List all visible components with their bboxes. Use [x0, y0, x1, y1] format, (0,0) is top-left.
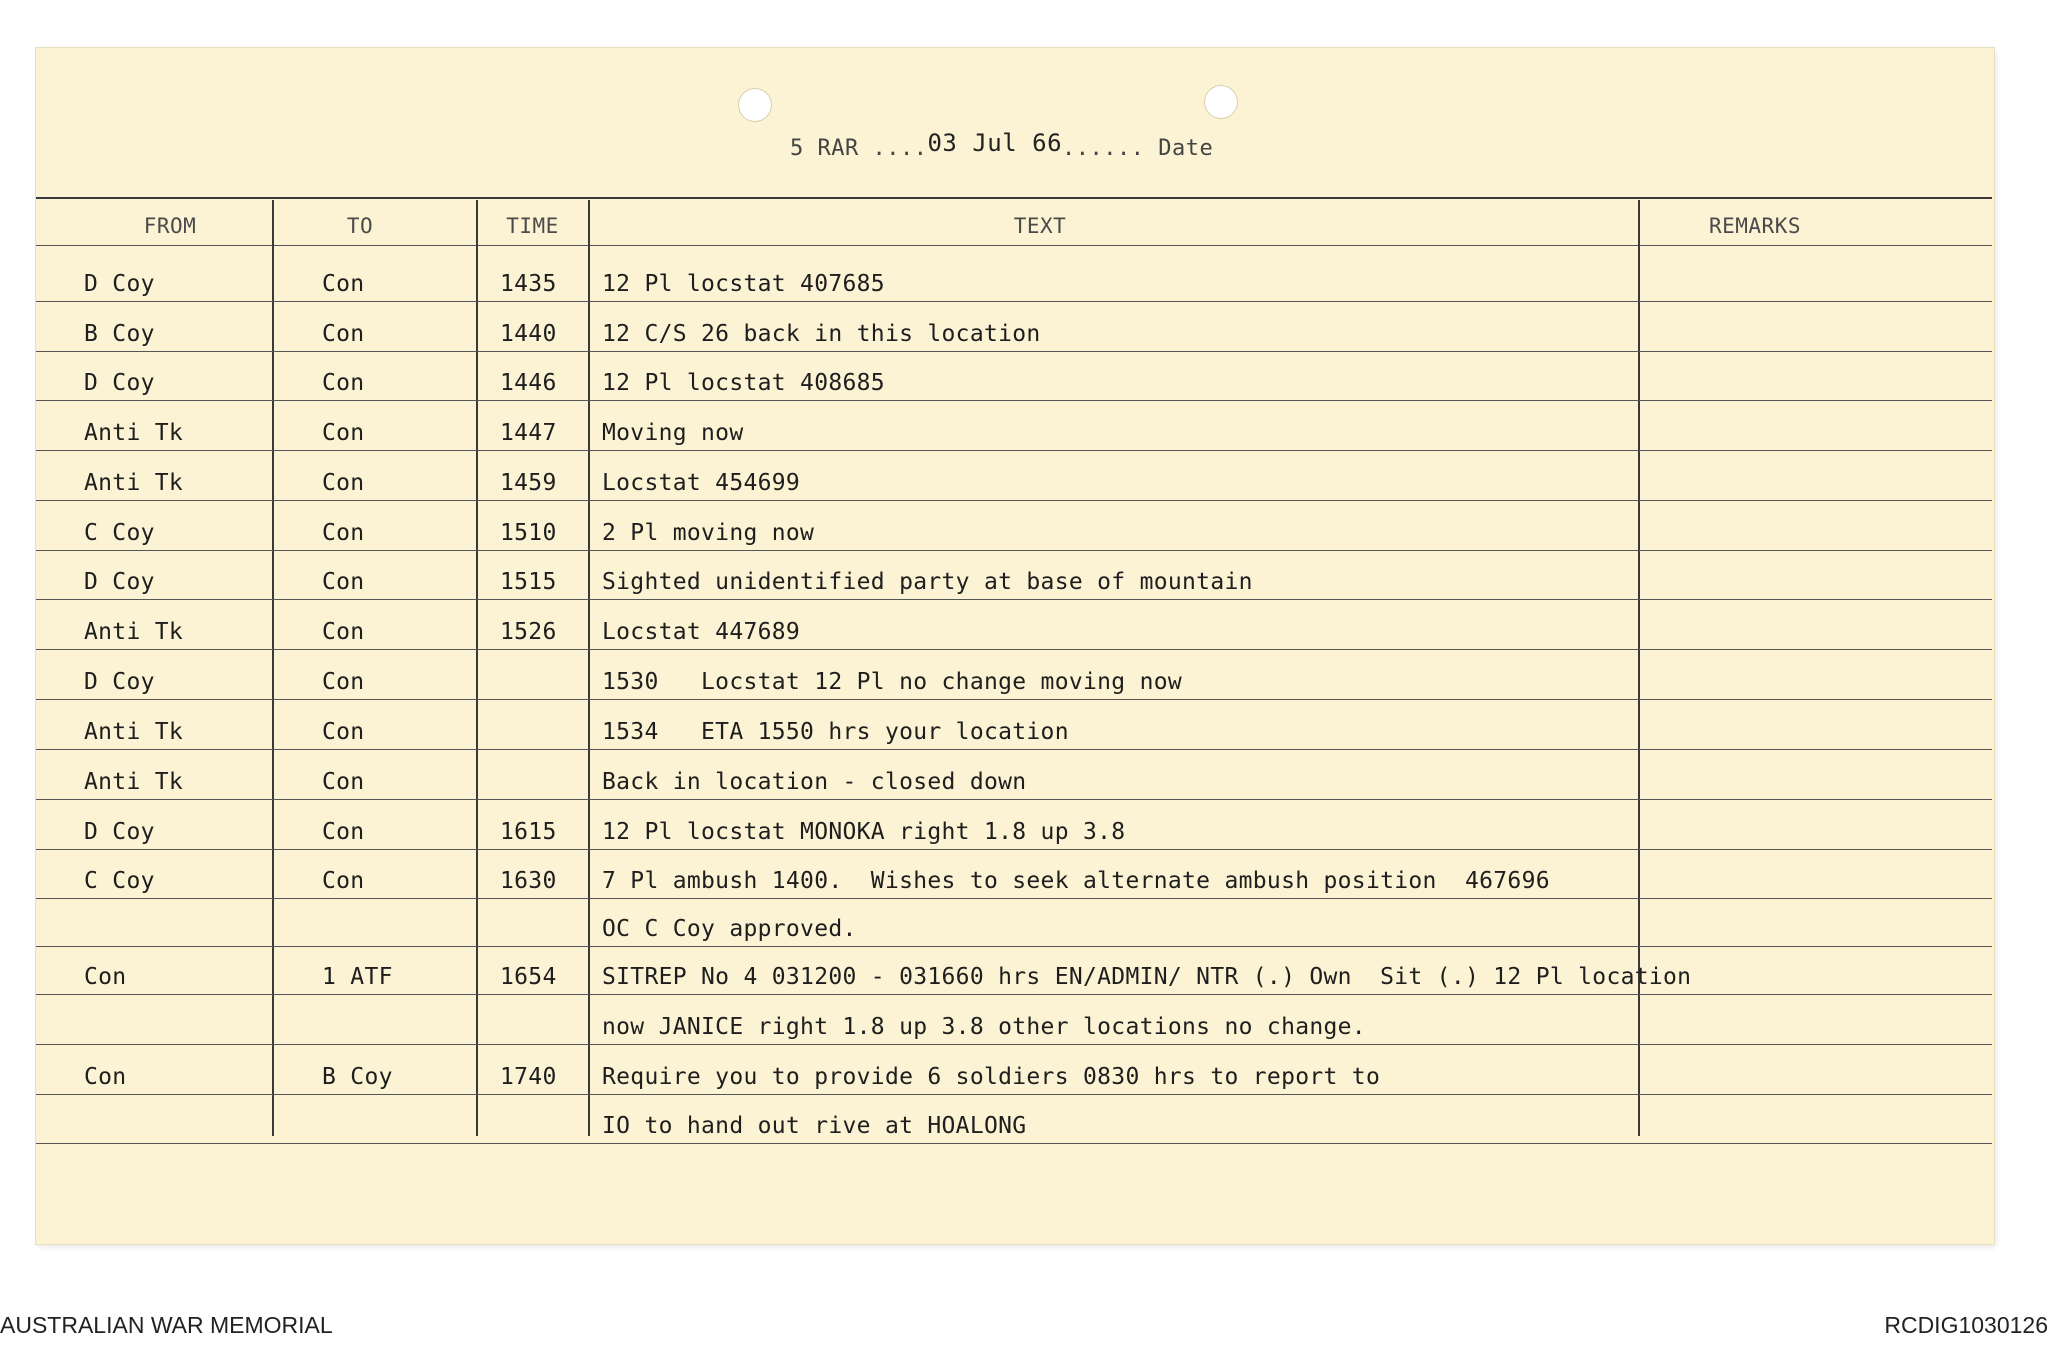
row-from-cell: Con — [84, 1064, 127, 1090]
row-time-cell: 1615 — [500, 819, 557, 845]
row-text-cell: Locstat 454699 — [602, 470, 801, 496]
row-to-cell: Con — [322, 370, 365, 396]
column-header-from: FROM — [143, 214, 197, 238]
row-to-cell: Con — [322, 669, 365, 695]
row-rule — [36, 799, 1992, 800]
column-divider — [588, 200, 590, 1136]
row-to-cell: Con — [322, 819, 365, 845]
header-rule — [36, 245, 1992, 246]
column-header-time: TIME — [506, 214, 559, 238]
row-from-cell: D Coy — [84, 569, 155, 595]
row-time-cell: 1440 — [500, 321, 557, 347]
row-rule — [36, 500, 1992, 501]
punch-hole — [738, 88, 772, 122]
row-to-cell: Con — [322, 321, 365, 347]
row-time-cell: 1447 — [500, 420, 557, 446]
row-rule — [36, 1094, 1992, 1095]
column-header-text: TEXT — [1013, 214, 1067, 238]
row-text-cell: 1530 Locstat 12 Pl no change moving now — [602, 669, 1183, 695]
row-time-cell: 1740 — [500, 1064, 557, 1090]
row-text-cell: now JANICE right 1.8 up 3.8 other locations no change. — [602, 1014, 1366, 1040]
row-to-cell: Con — [322, 569, 365, 595]
row-from-cell: Anti Tk — [84, 769, 184, 795]
row-time-cell: 1446 — [500, 370, 557, 396]
row-time-cell: 1515 — [500, 569, 557, 595]
row-rule — [36, 599, 1992, 600]
row-text-cell: Locstat 447689 — [602, 619, 801, 645]
row-from-cell: D Coy — [84, 819, 155, 845]
row-from-cell: B Coy — [84, 321, 155, 347]
column-divider — [476, 200, 478, 1136]
row-from-cell: Anti Tk — [84, 619, 184, 645]
dots: ...... — [1062, 136, 1145, 161]
row-from-cell: D Coy — [84, 271, 155, 297]
column-header-remarks: REMARKS — [1708, 214, 1801, 238]
row-text-cell: Back in location - closed down — [602, 769, 1027, 795]
row-text-cell: Moving now — [602, 420, 744, 446]
row-text-cell: IO to hand out rive at HOALONG — [602, 1113, 1027, 1139]
row-to-cell: Con — [322, 719, 365, 745]
row-time-cell: 1526 — [500, 619, 557, 645]
row-time-cell: 1654 — [500, 964, 557, 990]
row-rule — [36, 649, 1992, 650]
row-time-cell: 1510 — [500, 520, 557, 546]
row-text-cell: 7 Pl ambush 1400. Wishes to seek alternate ambush position 467696 — [602, 868, 1550, 894]
row-time-cell: 1630 — [500, 868, 557, 894]
row-text-cell: OC C Coy approved. — [602, 916, 857, 942]
row-from-cell: Anti Tk — [84, 719, 184, 745]
row-from-cell: C Coy — [84, 868, 155, 894]
row-from-cell: Con — [84, 964, 127, 990]
row-rule — [36, 550, 1992, 551]
row-rule — [36, 749, 1992, 750]
row-to-cell: B Coy — [322, 1064, 393, 1090]
column-divider — [272, 200, 274, 1136]
log-date: 03 Jul 66 — [927, 129, 1063, 157]
archive-credit: AUSTRALIAN WAR MEMORIAL — [0, 1312, 333, 1338]
row-text-cell: 1534 ETA 1550 hrs your location — [602, 719, 1069, 745]
unit-label: 5 RAR — [790, 136, 859, 161]
row-text-cell: 12 Pl locstat 408685 — [602, 370, 885, 396]
row-to-cell: Con — [322, 769, 365, 795]
row-rule — [36, 898, 1992, 899]
table-top-rule — [36, 197, 1992, 199]
row-to-cell: Con — [322, 420, 365, 446]
row-rule — [36, 699, 1992, 700]
row-to-cell: Con — [322, 470, 365, 496]
row-rule — [36, 1044, 1992, 1045]
row-rule — [36, 946, 1992, 947]
date-label: Date — [1158, 136, 1214, 161]
row-to-cell: Con — [322, 520, 365, 546]
row-text-cell: SITREP No 4 031200 - 031660 hrs EN/ADMIN/ NTR (.) Own Sit (.) 12 Pl location — [602, 964, 1692, 990]
row-to-cell: Con — [322, 868, 365, 894]
row-text-cell: 12 Pl locstat MONOKA right 1.8 up 3.8 — [602, 819, 1126, 845]
row-text-cell: 2 Pl moving now — [602, 520, 815, 546]
row-time-cell: 1459 — [500, 470, 557, 496]
row-rule — [36, 301, 1992, 302]
row-rule — [36, 400, 1992, 401]
row-to-cell: 1 ATF — [322, 964, 393, 990]
log-header — [790, 129, 1214, 161]
column-divider — [1638, 200, 1640, 1136]
row-rule — [36, 1143, 1992, 1144]
row-text-cell: 12 C/S 26 back in this location — [602, 321, 1041, 347]
row-to-cell: Con — [322, 271, 365, 297]
row-rule — [36, 450, 1992, 451]
row-from-cell: Anti Tk — [84, 420, 184, 446]
row-from-cell: C Coy — [84, 520, 155, 546]
punch-hole — [1204, 85, 1238, 119]
dots: .... — [872, 136, 928, 161]
row-rule — [36, 994, 1992, 995]
record-id: RCDIG1030126 — [1884, 1312, 2048, 1338]
row-from-cell: D Coy — [84, 669, 155, 695]
row-text-cell: 12 Pl locstat 407685 — [602, 271, 885, 297]
row-from-cell: Anti Tk — [84, 470, 184, 496]
row-to-cell: Con — [322, 619, 365, 645]
row-rule — [36, 351, 1992, 352]
row-time-cell: 1435 — [500, 271, 557, 297]
column-header-to: TO — [346, 214, 374, 238]
row-text-cell: Sighted unidentified party at base of mountain — [602, 569, 1253, 595]
row-from-cell: D Coy — [84, 370, 155, 396]
row-rule — [36, 849, 1992, 850]
row-text-cell: Require you to provide 6 soldiers 0830 hrs to report to — [602, 1064, 1381, 1090]
